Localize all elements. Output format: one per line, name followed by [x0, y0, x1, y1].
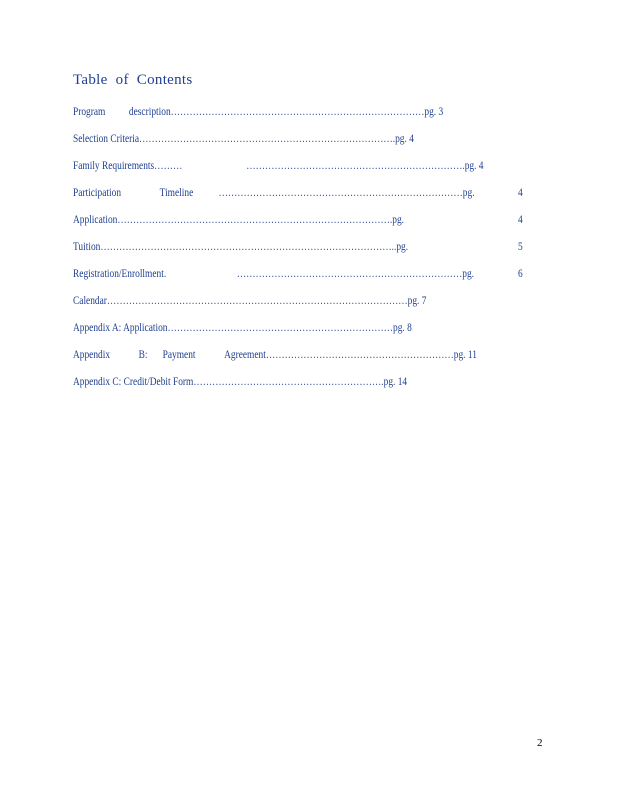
- toc-word: description: [128, 106, 171, 118]
- toc-word: B:: [138, 349, 148, 361]
- toc-entry-text: Appendix A: Application………………………………………………………………pg. 8: [73, 322, 412, 334]
- toc-entry-text: Selection Criteria……………………………………………………………………….pg. 4: [73, 133, 414, 145]
- toc-entry-application[interactable]: [73, 213, 404, 227]
- toc-page-number: 6: [518, 268, 523, 280]
- toc-page-number: 4: [518, 214, 523, 226]
- toc-word: Family Requirements………: [73, 160, 183, 172]
- toc-word: Payment: [162, 349, 196, 361]
- toc-page-number: 5: [518, 241, 523, 253]
- toc-entry-calendar[interactable]: [73, 294, 426, 308]
- toc-page-number: 4: [518, 187, 523, 199]
- page-title: Table of Contents: [73, 72, 193, 88]
- toc-leader: …………………………………………………………….pg. 4: [246, 160, 484, 172]
- footer-page-number: 2: [537, 737, 543, 749]
- toc-entry-registration-enrollment[interactable]: [73, 267, 474, 281]
- toc-leader: ……………………………………………………………………pg.: [218, 187, 475, 199]
- toc-word: Appendix: [73, 349, 111, 361]
- toc-page-ref: pg. 3: [424, 106, 444, 118]
- toc-word: Participation: [73, 187, 122, 199]
- toc-leader: ………………………………………………………………………: [170, 106, 425, 118]
- toc-entry-selection-criteria[interactable]: [73, 132, 414, 146]
- toc-entry-appendix-a[interactable]: [73, 321, 412, 335]
- toc-entry-appendix-b[interactable]: [73, 348, 477, 362]
- toc-word: Timeline: [159, 187, 194, 199]
- toc-entry-text: Appendix C: Credit/Debit Form…………………………………………………….pg. 14: [73, 376, 408, 388]
- toc-leader: ………………………………………………………………pg.: [236, 268, 475, 280]
- toc-entry-text: Application…………………………………………………………………………….pg.: [73, 214, 404, 226]
- toc-entry-text: Tuition…………………………………………………………………………………..pg.: [73, 241, 409, 253]
- toc-word: Agreement……………………………………………………pg. 11: [224, 349, 477, 361]
- toc-entry-program-description[interactable]: [73, 105, 443, 119]
- toc-entry-tuition[interactable]: [73, 240, 408, 254]
- toc-entry-participation-timeline[interactable]: [73, 186, 475, 200]
- toc-entry-appendix-c[interactable]: [73, 375, 407, 389]
- toc-word: Registration/Enrollment.: [73, 268, 167, 280]
- toc-entry-text: Calendar……………………………………………………………………………………pg. 7: [73, 295, 427, 307]
- toc-word: Program: [73, 106, 106, 118]
- toc-entry-family-requirements[interactable]: [73, 159, 483, 173]
